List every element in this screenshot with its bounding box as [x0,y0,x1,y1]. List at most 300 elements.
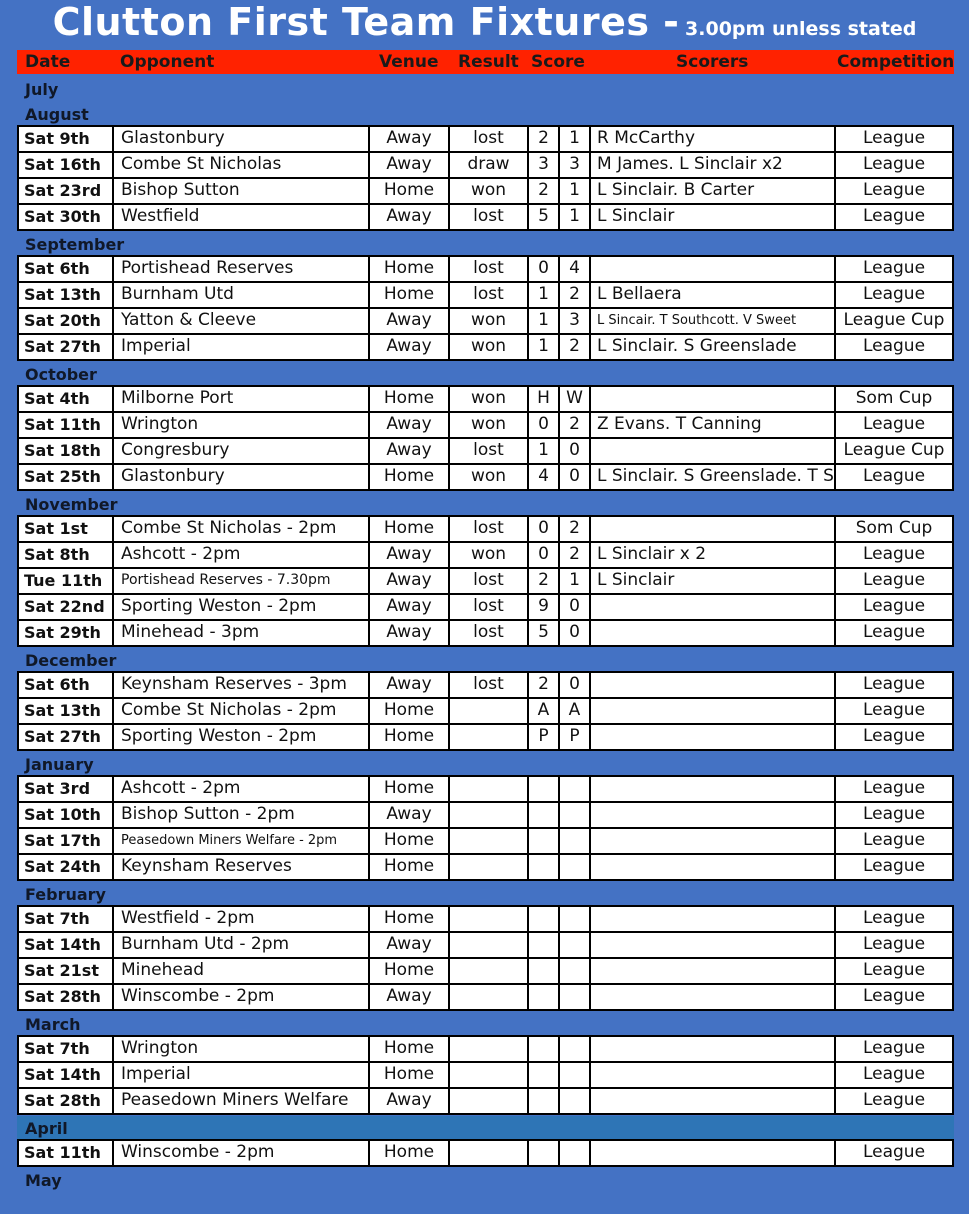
cell-opponent: Portishead Reserves [112,257,368,281]
table-row [17,621,954,647]
cell-scorers [589,855,834,879]
cell-s2: 4 [558,257,589,281]
cell-date: Sat 17th [24,831,101,850]
cell-date: Sat 16th [24,155,101,174]
month-january: January [25,755,94,774]
cell-s2 [558,985,589,1009]
cell-competition: League [834,803,952,827]
cell-venue: Home [368,1063,448,1087]
cell-date: Sat 24th [24,857,101,876]
cell-result [448,725,527,749]
cell-opponent: Milborne Port [112,387,368,411]
cell-scorers: L Sinclair [589,205,834,229]
cell-competition: League [834,595,952,619]
table-row [17,179,954,205]
cell-result [448,699,527,723]
table-row [17,775,954,803]
month-july: July [25,80,59,99]
cell-venue: Away [368,543,448,567]
cell-venue: Away [368,153,448,177]
cell-s2: 0 [558,621,589,645]
cell-opponent: Ashcott - 2pm [112,543,368,567]
cell-s1: P [527,725,558,749]
month-march: March [25,1015,81,1034]
table-row [17,855,954,881]
cell-result [448,907,527,931]
cell-scorers [589,959,834,983]
cell-competition: League [834,413,952,437]
cell-date: Sat 27th [24,727,101,746]
cell-date: Sat 6th [24,675,90,694]
cell-result [448,777,527,801]
cell-date: Sat 10th [24,805,101,824]
cell-opponent: Winscombe - 2pm [112,985,368,1009]
cell-competition: League Cup [834,439,952,463]
table-row [17,465,954,491]
cell-date: Sat 13th [24,701,101,720]
cell-scorers: L Sincair. T Southcott. V Sweet [589,309,834,333]
cell-s1 [527,959,558,983]
cell-competition: League [834,829,952,853]
cell-date: Sat 18th [24,441,101,460]
cell-s2: 2 [558,335,589,359]
cell-opponent: Yatton & Cleeve [112,309,368,333]
cell-competition: League [834,959,952,983]
cell-s2: 1 [558,205,589,229]
header-venue: Venue [379,52,439,72]
cell-venue: Home [368,699,448,723]
cell-result: won [448,543,527,567]
table-row [17,205,954,231]
cell-competition: League [834,1141,952,1165]
cell-result: lost [448,621,527,645]
cell-result [448,1063,527,1087]
cell-competition: League [834,153,952,177]
cell-date: Sat 3rd [24,779,91,798]
table-row [17,725,954,751]
cell-competition: League [834,907,952,931]
cell-opponent: Imperial [112,1063,368,1087]
cell-result: won [448,335,527,359]
month-may: May [25,1171,62,1190]
cell-result [448,803,527,827]
cell-date: Sat 7th [24,909,90,928]
cell-scorers [589,907,834,931]
table-row [17,1139,954,1167]
cell-competition: Som Cup [834,517,952,541]
cell-s1: 2 [527,179,558,203]
cell-date: Sat 27th [24,337,101,356]
cell-opponent: Minehead [112,959,368,983]
cell-s2 [558,1037,589,1061]
table-row [17,699,954,725]
cell-competition: League [834,179,952,203]
cell-venue: Home [368,829,448,853]
cell-s2 [558,1089,589,1113]
page-title [0,0,969,46]
cell-s2 [558,1063,589,1087]
cell-s1: 1 [527,439,558,463]
cell-opponent: Ashcott - 2pm [112,777,368,801]
cell-s2 [558,855,589,879]
cell-opponent: Wrington [112,1037,368,1061]
cell-s1 [527,1141,558,1165]
cell-s1 [527,907,558,931]
table-row [17,283,954,309]
table-row [17,829,954,855]
cell-result: lost [448,673,527,697]
month-february: February [25,885,106,904]
cell-scorers [589,257,834,281]
cell-competition: League Cup [834,309,952,333]
cell-result: lost [448,257,527,281]
cell-opponent: Minehead - 3pm [112,621,368,645]
cell-s2: 3 [558,309,589,333]
cell-scorers [589,439,834,463]
cell-scorers [589,1063,834,1087]
cell-date: Sat 22nd [24,597,105,616]
cell-date: Sat 8th [24,545,90,564]
cell-scorers [589,803,834,827]
cell-opponent: Keynsham Reserves - 3pm [112,673,368,697]
cell-s2: 2 [558,283,589,307]
cell-scorers: M James. L Sinclair x2 [589,153,834,177]
month-august: August [25,105,89,124]
cell-venue: Away [368,413,448,437]
cell-result: lost [448,517,527,541]
cell-s1: 4 [527,465,558,489]
header-result: Result [458,52,519,72]
cell-s2: 3 [558,153,589,177]
cell-venue: Away [368,985,448,1009]
cell-competition: League [834,127,952,151]
cell-result [448,1089,527,1113]
cell-opponent: Keynsham Reserves [112,855,368,879]
cell-opponent: Glastonbury [112,465,368,489]
cell-date: Sat 14th [24,1065,101,1084]
cell-s1 [527,855,558,879]
table-header [17,50,954,74]
cell-date: Sat 11th [24,1143,101,1162]
cell-scorers [589,829,834,853]
table-row [17,385,954,413]
cell-result: lost [448,127,527,151]
table-row [17,125,954,153]
cell-s2: 0 [558,439,589,463]
cell-opponent: Peasedown Miners Welfare [112,1089,368,1113]
cell-s1 [527,933,558,957]
cell-scorers: L Sinclair [589,569,834,593]
cell-s1: 0 [527,517,558,541]
table-row [17,569,954,595]
cell-date: Sat 21st [24,961,99,980]
table-row [17,595,954,621]
cell-venue: Away [368,933,448,957]
cell-competition: League [834,205,952,229]
cell-s2: 2 [558,543,589,567]
table-row [17,803,954,829]
cell-s2: 0 [558,595,589,619]
cell-opponent: Combe St Nicholas - 2pm [112,699,368,723]
header-score: Score [531,52,585,72]
cell-opponent: Peasedown Miners Welfare - 2pm [112,829,368,853]
table-row [17,309,954,335]
cell-s1: 9 [527,595,558,619]
cell-date: Sat 29th [24,623,101,642]
cell-opponent: Sporting Weston - 2pm [112,725,368,749]
cell-s2 [558,1141,589,1165]
cell-competition: Som Cup [834,387,952,411]
cell-opponent: Westfield - 2pm [112,907,368,931]
cell-s1 [527,1089,558,1113]
table-row [17,1089,954,1115]
cell-date: Sat 28th [24,987,101,1006]
cell-scorers [589,1037,834,1061]
cell-venue: Away [368,205,448,229]
cell-scorers [589,699,834,723]
cell-result: draw [448,153,527,177]
cell-scorers: Z Evans. T Canning [589,413,834,437]
cell-s1: 3 [527,153,558,177]
cell-venue: Home [368,387,448,411]
cell-s1: 2 [527,569,558,593]
cell-opponent: Wrington [112,413,368,437]
cell-opponent: Bishop Sutton - 2pm [112,803,368,827]
title-main: Clutton First Team Fixtures - [52,0,680,44]
cell-s1: 2 [527,127,558,151]
table-row [17,543,954,569]
cell-result: lost [448,595,527,619]
cell-result: lost [448,439,527,463]
cell-competition: League [834,777,952,801]
cell-result: won [448,387,527,411]
table-row [17,671,954,699]
cell-s1: 1 [527,335,558,359]
table-row [17,153,954,179]
cell-s2 [558,907,589,931]
month-april: April [17,1116,954,1142]
cell-opponent: Winscombe - 2pm [112,1141,368,1165]
cell-date: Sat 11th [24,415,101,434]
cell-s1: 0 [527,257,558,281]
cell-venue: Away [368,595,448,619]
cell-result [448,1141,527,1165]
cell-date: Sat 4th [24,389,90,408]
cell-scorers [589,595,834,619]
cell-date: Sat 1st [24,519,88,538]
cell-competition: League [834,699,952,723]
cell-venue: Home [368,725,448,749]
cell-venue: Away [368,127,448,151]
cell-venue: Away [368,335,448,359]
cell-competition: League [834,283,952,307]
cell-venue: Home [368,1141,448,1165]
cell-opponent: Burnham Utd [112,283,368,307]
cell-scorers [589,985,834,1009]
cell-result: won [448,179,527,203]
cell-result [448,985,527,1009]
cell-competition: League [834,257,952,281]
cell-opponent: Bishop Sutton [112,179,368,203]
cell-opponent: Combe St Nicholas [112,153,368,177]
cell-competition: League [834,1063,952,1087]
cell-venue: Home [368,959,448,983]
cell-venue: Home [368,1037,448,1061]
cell-competition: League [834,985,952,1009]
cell-venue: Home [368,465,448,489]
cell-venue: Away [368,569,448,593]
cell-venue: Away [368,309,448,333]
cell-scorers [589,1089,834,1113]
cell-s1 [527,1037,558,1061]
cell-scorers: L Sinclair x 2 [589,543,834,567]
table-row [17,905,954,933]
cell-s2 [558,829,589,853]
cell-result [448,855,527,879]
cell-result [448,933,527,957]
cell-s2: 1 [558,179,589,203]
cell-result: lost [448,569,527,593]
cell-s1 [527,985,558,1009]
cell-opponent: Congresbury [112,439,368,463]
cell-opponent: Imperial [112,335,368,359]
cell-competition: League [834,673,952,697]
cell-s2: 1 [558,127,589,151]
cell-competition: League [834,855,952,879]
cell-scorers: L Sinclair. B Carter [589,179,834,203]
cell-venue: Home [368,257,448,281]
cell-date: Sat 7th [24,1039,90,1058]
cell-date: Sat 25th [24,467,101,486]
cell-venue: Home [368,283,448,307]
cell-s2: 2 [558,517,589,541]
cell-competition: League [834,543,952,567]
cell-date: Sat 23rd [24,181,102,200]
cell-s1 [527,829,558,853]
cell-s1: 2 [527,673,558,697]
cell-competition: League [834,569,952,593]
cell-venue: Away [368,621,448,645]
month-november: November [25,495,118,514]
cell-result: lost [448,283,527,307]
cell-s2: W [558,387,589,411]
cell-date: Sat 28th [24,1091,101,1110]
cell-s1: 5 [527,621,558,645]
cell-date: Sat 13th [24,285,101,304]
cell-date: Sat 30th [24,207,101,226]
cell-s1: A [527,699,558,723]
table-row [17,1035,954,1063]
cell-scorers [589,387,834,411]
cell-opponent: Burnham Utd - 2pm [112,933,368,957]
cell-scorers: L Sinclair. S Greenslade [589,335,834,359]
cell-scorers: L Bellaera [589,283,834,307]
cell-date: Tue 11th [24,571,103,590]
cell-result: won [448,465,527,489]
cell-s2: 2 [558,413,589,437]
cell-scorers [589,933,834,957]
cell-opponent: Portishead Reserves - 7.30pm [112,569,368,593]
cell-date: Sat 14th [24,935,101,954]
cell-result: won [448,309,527,333]
cell-venue: Home [368,777,448,801]
cell-s2 [558,933,589,957]
header-date: Date [25,52,71,72]
cell-date: Sat 6th [24,259,90,278]
month-september: September [25,235,125,254]
cell-venue: Home [368,517,448,541]
cell-venue: Away [368,439,448,463]
cell-s1 [527,803,558,827]
cell-result: lost [448,205,527,229]
cell-s2: 0 [558,673,589,697]
cell-scorers [589,673,834,697]
cell-competition: League [834,725,952,749]
cell-competition: League [834,933,952,957]
cell-s2: 1 [558,569,589,593]
month-december: December [25,651,117,670]
header-scorers: Scorers [676,52,749,72]
table-row [17,985,954,1011]
cell-result: won [448,413,527,437]
cell-s1: H [527,387,558,411]
cell-competition: League [834,621,952,645]
cell-opponent: Sporting Weston - 2pm [112,595,368,619]
cell-opponent: Westfield [112,205,368,229]
cell-s1 [527,1063,558,1087]
cell-scorers: L Sinclair. S Greenslade. T S [589,465,834,489]
header-competition: Competition [837,52,955,72]
cell-s1: 5 [527,205,558,229]
table-row [17,335,954,361]
cell-s2 [558,777,589,801]
cell-scorers [589,1141,834,1165]
table-row [17,933,954,959]
cell-scorers [589,517,834,541]
cell-competition: League [834,1089,952,1113]
month-october: October [25,365,97,384]
cell-venue: Home [368,855,448,879]
cell-scorers [589,621,834,645]
cell-date: Sat 20th [24,311,101,330]
cell-competition: League [834,335,952,359]
cell-s1: 0 [527,413,558,437]
cell-s2: A [558,699,589,723]
table-row [17,959,954,985]
cell-s1 [527,777,558,801]
table-row [17,439,954,465]
cell-opponent: Combe St Nicholas - 2pm [112,517,368,541]
cell-s2 [558,803,589,827]
cell-s1: 1 [527,283,558,307]
cell-s2 [558,959,589,983]
cell-date: Sat 9th [24,129,90,148]
cell-venue: Away [368,673,448,697]
cell-scorers: R McCarthy [589,127,834,151]
cell-competition: League [834,1037,952,1061]
cell-venue: Away [368,803,448,827]
cell-scorers [589,777,834,801]
cell-s2: 0 [558,465,589,489]
title-subtitle: 3.00pm unless stated [685,18,917,40]
cell-venue: Home [368,179,448,203]
cell-s2: P [558,725,589,749]
table-row [17,413,954,439]
table-row [17,515,954,543]
header-opponent: Opponent [120,52,215,72]
cell-opponent: Glastonbury [112,127,368,151]
cell-s1: 1 [527,309,558,333]
